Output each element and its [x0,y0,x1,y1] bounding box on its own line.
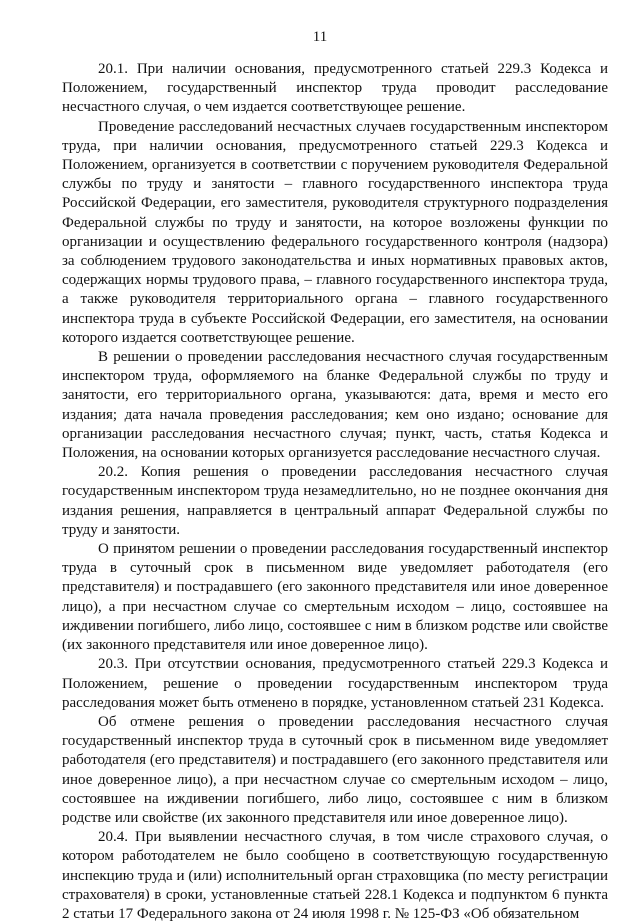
paragraph-cancellation-notification: Об отмене решения о проведении расследования несчастного случая государственный инспектор труда в суточный срок в письменном виде уведомляет работодателя (его представителя) и пострадавшего (его законного представителя или иное доверенное лицо), а при несчастном случае со смертельным исходом – лицо, состоявшее на иждивении погибшего, либо лицо, состоявшее с ним в близком родстве или свойстве (их законного представителя или иное доверенное лицо). [62,713,608,826]
paragraph-decision-notification: О принятом решении о проведении расследования государственный инспектор труда в суточный срок в письменном виде уведомляет работодателя (его представителя) и пострадавшего (его законного представителя или иное доверенное лицо), а при несчастном случае со смертельным исходом – лицо, состоявшее на иждивении погибшего, либо лицо, состоявшее с ним в близком родстве или свойстве (их законного представителя или иное доверенное лицо). [62,541,608,654]
paragraph-investigation-organization: Проведение расследований несчастных случаев государственным инспектором труда, при наличии основания, предусмотренного статьей 229.3 Кодекса и Положением, организуется в соответствии с поручением руководителя Федеральной службы по труду и занятости – главного государственного инспектора труда Российской Федерации, его заместителя, руководителя структурного подразделения Федеральной службы по труду и занятости, на которое возложены функции по организации и осуществлению федерального государственного контроля (надзора) за соблюдением трудового законодательства и иных нормативных правовых актов, содержащих нормы трудового права, – главного государственного инспектора труда, а также руководителя территориального органа – главного государственного инспектора труда в субъекте Российской Федерации, его заместителя, на основании которого издается соответствующее решение. [62,118,608,346]
paragraph-20-3: 20.3. При отсутствии основания, предусмотренного статьей 229.3 Кодекса и Положением, решение о проведении государственным инспектором труда расследования может быть отменено в порядке, установленном статьей 231 Кодекса. [62,656,608,711]
paragraph-decision-contents: В решении о проведении расследования несчастного случая государственным инспектором труда, оформляемого на бланке Федеральной службы по труду и занятости, его территориального органа, указываются: дата, время и место его издания; дата начала проведения расследования; кем оно издано; основание для организации расследования несчастного случая; пункт, часть, статья Кодекса и Положения, на основании которых организуется расследование несчастного случая. [62,349,608,462]
paragraph-20-2: 20.2. Копия решения о проведении расследования несчастного случая государственным инспектором труда незамедлительно, но не позднее окончания дня издания решения, направляется в центральный аппарат Федеральной службы по труду и занятости. [62,464,608,538]
page-number: 11 [312,29,328,45]
document-body [62,60,608,924]
paragraph-20-1: 20.1. При наличии основания, предусмотренного статьей 229.3 Кодекса и Положением, государственный инспектор труда проводит расследование несчастного случая, о чем издается соответствующее решение. [62,61,608,116]
paragraph-20-4: 20.4. При выявлении несчастного случая, в том числе страхового случая, о котором работодателем не было сообщено в соответствующую государственную инспекцию труда и (или) исполнительный орган страховщика (по месту регистрации страхователя) в сроки, установленные статьей 228.1 Кодекса и подпунктом 6 пункта 2 статьи 17 Федерального закона от 24 июля 1998 г. № 125-ФЗ «Об обязательном [62,829,608,922]
